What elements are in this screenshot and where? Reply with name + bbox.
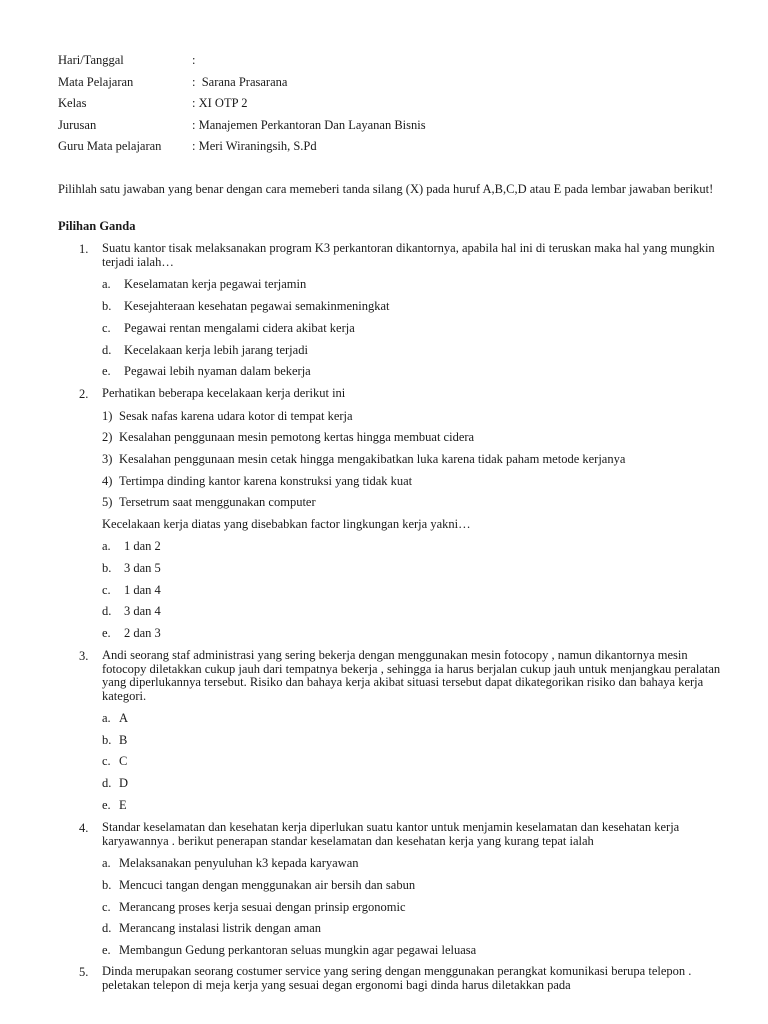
option-letter: e.: [102, 364, 111, 378]
option-letter: a.: [102, 277, 111, 291]
option-text: Kecelakaan kerja lebih jarang terjadi: [124, 343, 308, 357]
option-letter: c.: [102, 321, 111, 335]
question-text: Suatu kantor tisak melaksanakan program K3 perkantoran dikantornya, apabila hal ini di teruskan maka hal yang mungkin terjadi ialah…: [102, 241, 715, 269]
statement-text: Sesak nafas karena udara kotor di tempat kerja: [119, 409, 353, 423]
header-value: : Sarana Prasarana: [192, 74, 288, 89]
header-label: Jurusan: [58, 117, 97, 132]
option-letter: b.: [102, 561, 112, 575]
option-text: Pegawai rentan mengalami cidera akibat kerja: [124, 321, 355, 335]
question-number: 2.: [79, 387, 89, 401]
option-text: Melaksanakan penyuluhan k3 kepada karyawan: [119, 856, 359, 870]
header-value: : XI OTP 2: [192, 96, 248, 111]
statement-number: 2): [102, 430, 113, 444]
option-text: 1 dan 4: [124, 583, 161, 597]
option-letter: d.: [102, 604, 112, 618]
option-letter: e.: [102, 943, 111, 957]
option-letter: c.: [102, 754, 111, 768]
option-letter: c.: [102, 583, 111, 597]
header-label: Kelas: [58, 96, 87, 111]
option-letter: d.: [102, 776, 112, 790]
question-number: 3.: [79, 649, 89, 663]
statement-text: Kesalahan penggunaan mesin pemotong kertas hingga membuat cidera: [119, 430, 475, 444]
option-text: Kesejahteraan kesehatan pegawai semakinmeningkat: [124, 299, 390, 313]
statement-number: 3): [102, 452, 113, 466]
header-value: : Manajemen Perkantoran Dan Layanan Bisnis: [192, 117, 426, 132]
option-letter: b.: [102, 299, 112, 313]
option-text: Merancang proses kerja sesuai dengan prinsip ergonomic: [119, 900, 406, 914]
question-number: 4.: [79, 821, 89, 835]
statement-number: 1): [102, 409, 113, 423]
option-text: Merancang instalasi listrik dengan aman: [119, 921, 322, 935]
option-text: Mencuci tangan dengan menggunakan air bersih dan sabun: [119, 878, 416, 892]
option-text: B: [119, 733, 128, 747]
option-text: C: [119, 754, 128, 768]
statement-text: Kesalahan penggunaan mesin cetak hingga mengakibatkan luka karena tidak paham metode kerjanya: [119, 452, 626, 466]
option-letter: a.: [102, 539, 111, 553]
header-value: : Meri Wiraningsih, S.Pd: [192, 139, 317, 154]
header-label: Hari/Tanggal: [58, 53, 124, 67]
question-text: Perhatikan beberapa kecelakaan kerja derikut ini: [102, 386, 346, 400]
option-letter: a.: [102, 856, 111, 870]
option-letter: b.: [102, 878, 112, 892]
question-text: Standar keselamatan dan kesehatan kerja diperlukan suatu kantor untuk menjamin keselamatan dan kesehatan kerja karyawannya . berikut penerapan standar keselamatan dan kesehatan kerja yang kurang tepat ialah: [102, 820, 680, 848]
option-text: 1 dan 2: [124, 539, 161, 553]
option-text: Pegawai lebih nyaman dalam bekerja: [124, 364, 311, 378]
option-letter: e.: [102, 798, 111, 812]
question-number: 1.: [79, 242, 89, 256]
option-text: Membangun Gedung perkantoran seluas mungkin agar pegawai leluasa: [119, 943, 477, 957]
question-number: 5.: [79, 965, 89, 979]
option-text: E: [119, 798, 127, 812]
option-text: 2 dan 3: [124, 626, 161, 640]
option-letter: a.: [102, 711, 111, 725]
option-text: A: [119, 711, 129, 725]
header-label: Mata Pelajaran: [58, 74, 134, 89]
statement-text: Tersetrum saat menggunakan computer: [119, 495, 316, 509]
option-text: Keselamatan kerja pegawai terjamin: [124, 277, 307, 291]
option-letter: c.: [102, 900, 111, 914]
question-text: Andi seorang staf administrasi yang sering bekerja dengan menggunakan mesin fotocopy , namun dikantornya mesin fotocopy diletakkan cukup jauh dari tempatnya bekerja , sehingga ia harus berjalan cukup jauh untuk menjangkau peralatan yang diperlukannya tersebut. Risiko dan bahaya kerja akibat situasi tersebut dapat dikategorikan risiko dan bahaya kerja kategori.: [102, 648, 721, 703]
header-value: :: [192, 53, 196, 67]
option-letter: d.: [102, 921, 112, 935]
section-title: Pilihan Ganda: [58, 219, 136, 233]
question-prompt: Kecelakaan kerja diatas yang disebabkan factor lingkungan kerja yakni…: [102, 517, 471, 531]
question-text: Dinda merupakan seorang costumer service yang sering dengan menggunakan perangkat komunikasi berupa telepon . peletakan telepon di meja kerja yang sesuai degan ergonomi bagi dinda harus diletakkan pada: [102, 964, 692, 992]
option-text: 3 dan 5: [124, 561, 161, 575]
option-letter: b.: [102, 733, 112, 747]
statement-text: Tertimpa dinding kantor karena konstruksi yang tidak kuat: [119, 474, 413, 488]
option-letter: d.: [102, 343, 112, 357]
option-text: D: [119, 776, 129, 790]
statement-number: 5): [102, 495, 113, 509]
option-letter: e.: [102, 626, 111, 640]
header-label: Guru Mata pelajaran: [58, 139, 162, 154]
statement-number: 4): [102, 474, 113, 488]
instruction-text: Pilihlah satu jawaban yang benar dengan cara memeberi tanda silang (X) pada huruf A,B,C,D atau E pada lembar jawaban berikut!: [58, 182, 714, 196]
option-text: 3 dan 4: [124, 604, 161, 618]
